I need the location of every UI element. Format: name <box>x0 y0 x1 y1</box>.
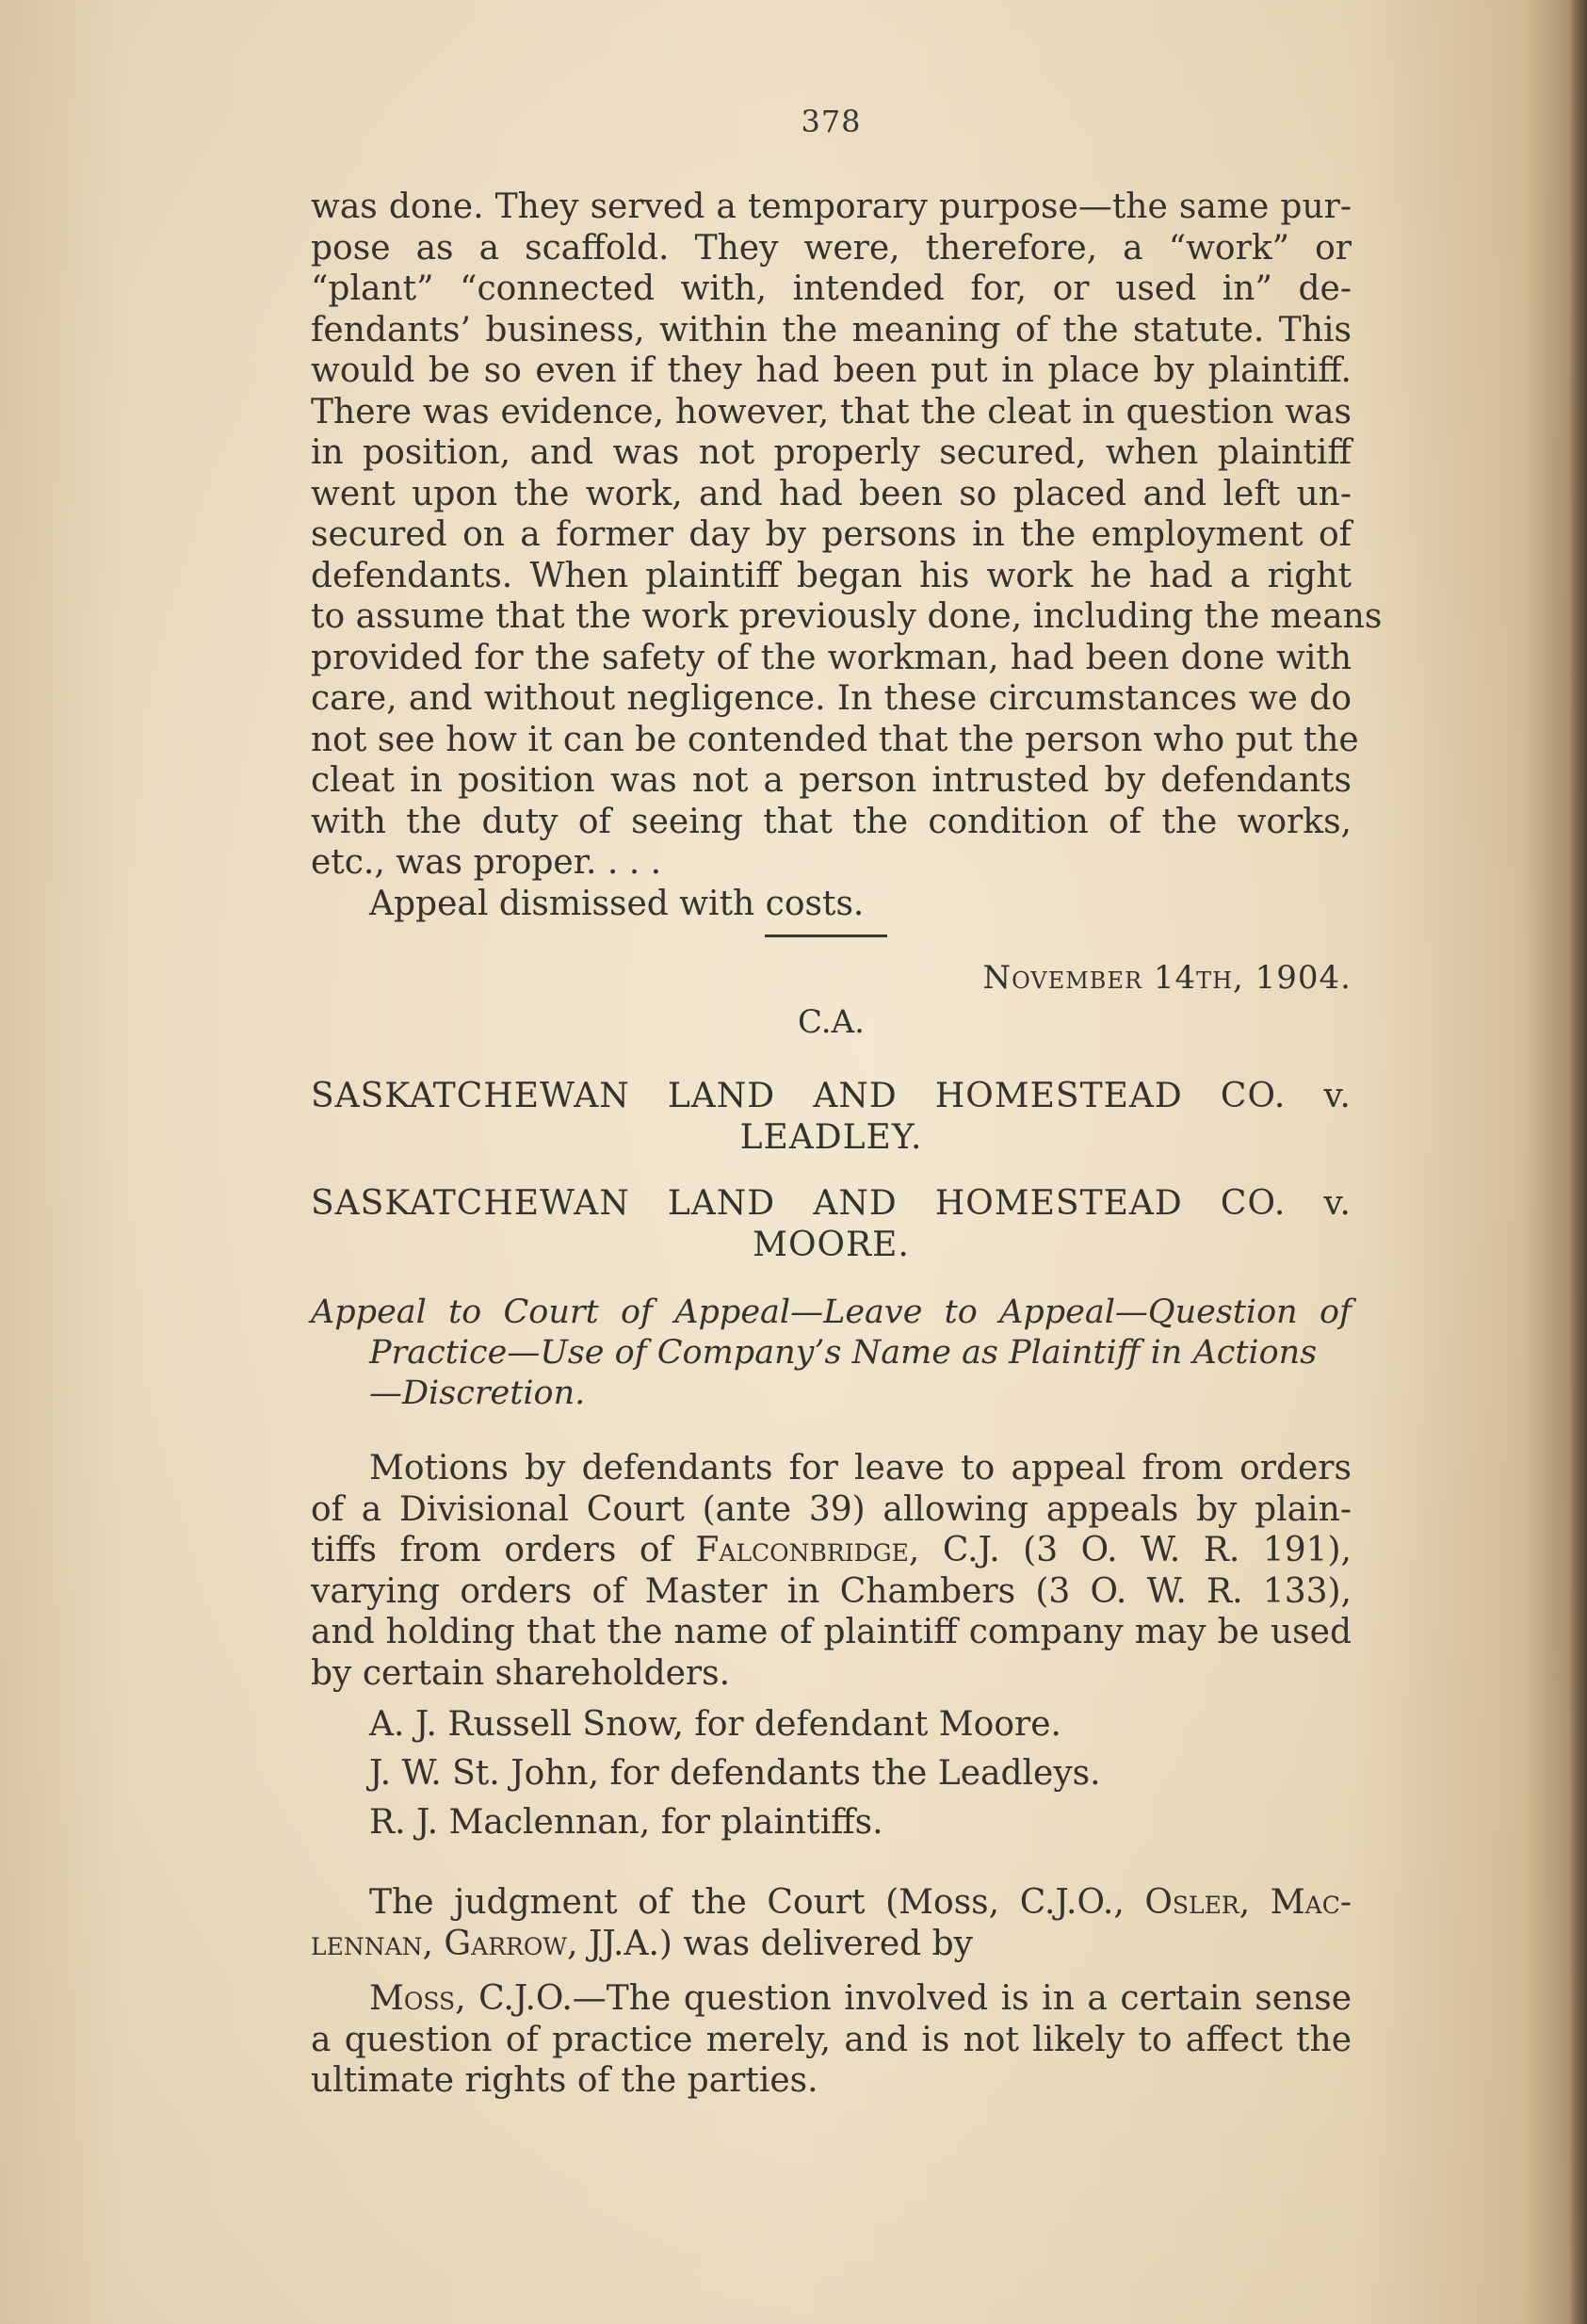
motion-line: varying orders of Master in Chambers (3 O. W. R. 133), <box>311 1571 1352 1611</box>
intro-line: in position, and was not properly secured, when plaintiff <box>311 433 1352 472</box>
page-binding-edge <box>1570 0 1587 2324</box>
counsel-line: A. J. Russell Snow, for defendant Moore. <box>369 1705 1061 1744</box>
judgment-intro <box>311 1882 1352 1964</box>
intro-line: provided for the safety of the workman, had been done with <box>311 638 1352 677</box>
judge-name: lennan <box>311 1924 423 1963</box>
motion-line: of a Divisional Court (ante 39) allowing appeals by plain- <box>311 1489 1352 1529</box>
final-line: ultimate rights of the parties. <box>311 2061 818 2100</box>
intro-line: There was evidence, however, that the cleat in question was <box>311 392 1352 431</box>
final-line <box>311 1978 1352 2020</box>
disposition: Appeal dismissed with costs. <box>369 884 865 923</box>
motion-line: and holding that the name of plaintiff company may be used <box>311 1613 1352 1651</box>
intro-line: “plant” “connected with, intended for, or used in” de- <box>311 269 1352 308</box>
intro-line: pose as a scaffold. They were, therefore, a “work” or <box>311 228 1352 268</box>
intro-line: to assume that the work previously done, including the means <box>311 597 1383 636</box>
judgment-text: , <box>1239 1883 1271 1922</box>
counsel-line: J. W. St. John, for defendants the Leadleys. <box>369 1754 1101 1793</box>
decision-date: November 14th, 1904. <box>982 959 1352 997</box>
judge-name: Osler <box>1144 1883 1239 1922</box>
intro-line: went upon the work, and had been so placed and left un- <box>311 474 1352 513</box>
page-number: 378 <box>801 104 862 139</box>
intro-line: with the duty of seeing that the condition of the works, <box>311 802 1352 841</box>
judgment-line <box>311 1924 1352 1965</box>
intro-line: defendants. When plaintiff began his work he had a right <box>311 556 1352 595</box>
motion-text: , C.J. (3 O. W. R. 191), <box>908 1531 1352 1569</box>
judge-name: Falconbridge <box>695 1531 909 1569</box>
judge-name: Garrow <box>444 1924 568 1963</box>
intro-line: secured on a former day by persons in the employment of <box>311 515 1352 554</box>
intro-line: not see how it can be contended that the person who put the <box>311 720 1359 759</box>
case-title-leadley <box>311 1076 1352 1159</box>
motion-line: by certain shareholders. <box>311 1653 731 1693</box>
headnote <box>311 1292 1352 1414</box>
counsel-line: R. J. Maclennan, for plaintiffs. <box>369 1803 883 1842</box>
intro-line: was done. They served a temporary purpose—the same pur- <box>311 187 1352 226</box>
final-text: , C.J.O.—The question involved is in a certain sense <box>455 1979 1352 2018</box>
intro-line: cleat in position was not a person intrusted by defendants <box>311 761 1352 800</box>
final-line: a question of practice merely, and is not likely to affect the <box>311 2020 1352 2059</box>
intro-line: fendants’ business, within the meaning of the statute. This <box>311 310 1352 349</box>
intro-paragraph <box>311 187 1383 924</box>
headnote-line: Practice—Use of Company’s Name as Plaintiff in Actions <box>369 1334 1318 1372</box>
motion-paragraph <box>311 1448 1352 1694</box>
motion-line: Motions by defendants for leave to appeal from orders <box>369 1449 1352 1487</box>
judgment-text: , JJ.A.) was delivered by <box>567 1924 974 1963</box>
judgment-line <box>311 1882 1352 1924</box>
final-paragraph <box>311 1978 1352 2102</box>
judge-name: Mac- <box>1270 1883 1352 1922</box>
case-title-line: LEADLEY. <box>739 1118 923 1157</box>
section-divider <box>765 934 887 937</box>
judgment-text: , <box>422 1924 445 1963</box>
intro-line: would be so even if they had been put in place by plaintiff. <box>311 351 1352 390</box>
case-title-line: SASKATCHEWAN LAND AND HOMESTEAD CO. v. <box>311 1077 1352 1115</box>
court-label: C.A. <box>798 1003 865 1041</box>
intro-line: care, and without negligence. In these circumstances we do <box>311 679 1352 718</box>
judgment-text: The judgment of the Court (Moss, C.J.O., <box>369 1883 1145 1922</box>
intro-line: etc., was proper. . . . <box>311 843 662 882</box>
motion-text: tiffs from orders of <box>311 1531 696 1569</box>
headnote-line: —Discretion. <box>369 1374 586 1412</box>
case-title-moore <box>311 1183 1352 1266</box>
headnote-line: Appeal to Court of Appeal—Leave to Appeal—Question of <box>311 1293 1352 1331</box>
speaker-name: Moss <box>369 1979 456 2018</box>
case-title-line: SASKATCHEWAN LAND AND HOMESTEAD CO. v. <box>311 1184 1352 1223</box>
motion-line <box>311 1530 1352 1571</box>
case-title-line: MOORE. <box>753 1226 910 1264</box>
